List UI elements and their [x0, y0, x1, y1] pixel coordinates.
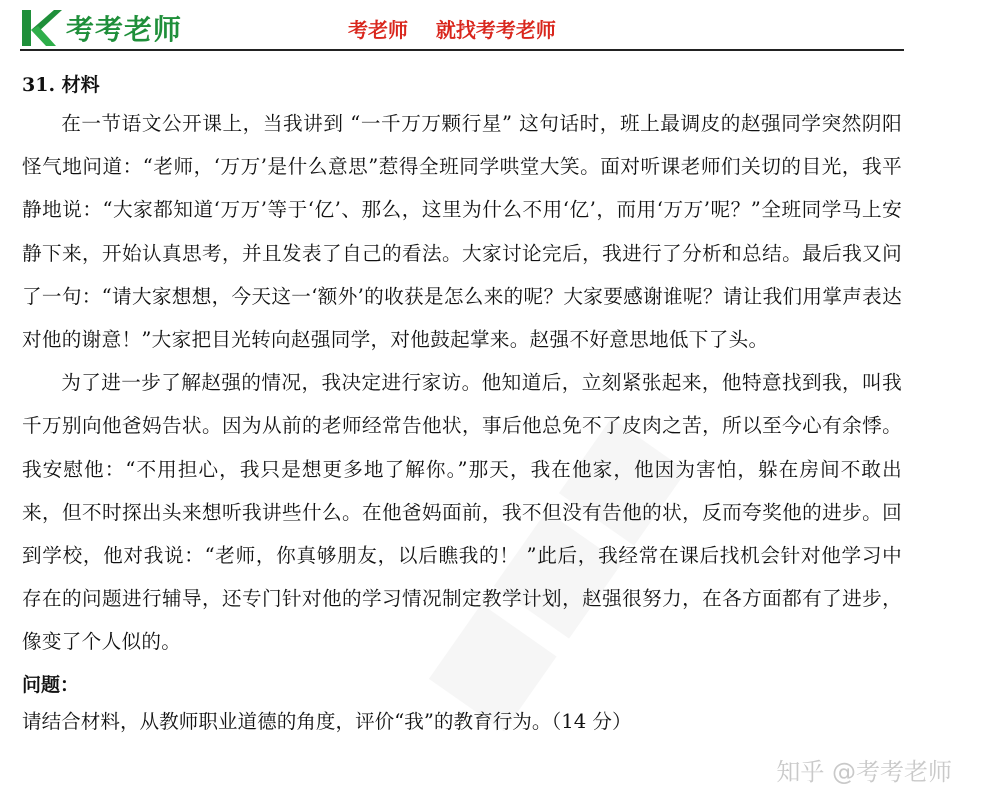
k-logo-icon: [20, 8, 62, 48]
prompt-title: 问题：: [22, 673, 80, 696]
question-title: 31. 材料: [22, 74, 100, 96]
brand-logo: [20, 8, 182, 48]
material-paragraph-2: 为了进一步了解赵强的情况，我决定进行家访。他知道后，立刻紧张起来，他特意找到我，叫我千万别向他爸妈告状。因为从前的老师经常告他状，事后他总免不了皮肉之苦，所以至今心有余悸。我安慰他：“不用担心，我只是想更多地了解你。”那天，我在他家，他因为害怕，躲在房间不敢出来，但不时探出头来想听我讲些什么。在他爸妈面前，我不但没有告他的状，反而夸奖他的进步。回到学校，他对我说：“老师，你真够朋友，以后瞧我的！ ”此后，我经常在课后找机会针对他学习中存在的问题进行辅导，还专门针对他的学习情况制定教学计划，赵强很努力，在各方面都有了进步，像变了个人似的。: [22, 371, 902, 654]
question-content: [22, 68, 902, 742]
zhihu-watermark: 知乎 @考考老师: [776, 758, 952, 786]
material-paragraph-1: 在一节语文公开课上，当我讲到 “一千万万颗行星” 这句话时，班上最调皮的赵强同学突然阴阳怪气地问道：“老师，‘万万’是什么意思”惹得全班同学哄堂大笑。面对听课老师们关切的目光，我平静地说：“大家都知道‘万万’等于‘亿’、那么，这里为什么不用‘亿’，而用‘万万’呢？”全班同学马上安静下来，开始认真思考，并且发表了自己的看法。大家讨论完后，我进行了分析和总结。最后我又问了一句：“请大家想想，今天这一‘额外’的收获是怎么来的呢？大家要感谢谁呢？请让我们用掌声表达对他的谢意！”大家把目光转向赵强同学，对他鼓起掌来。赵强不好意思地低下了头。: [22, 112, 902, 352]
question-prompt: 请结合材料，从教师职业道德的角度，评价“我”的教育行为。（14 分）: [22, 709, 632, 733]
header-divider: [20, 49, 904, 51]
header-slogan: 考老师 就找考考老师: [348, 18, 556, 42]
page-header: [0, 0, 982, 52]
brand-name: 考考老师: [66, 13, 183, 46]
